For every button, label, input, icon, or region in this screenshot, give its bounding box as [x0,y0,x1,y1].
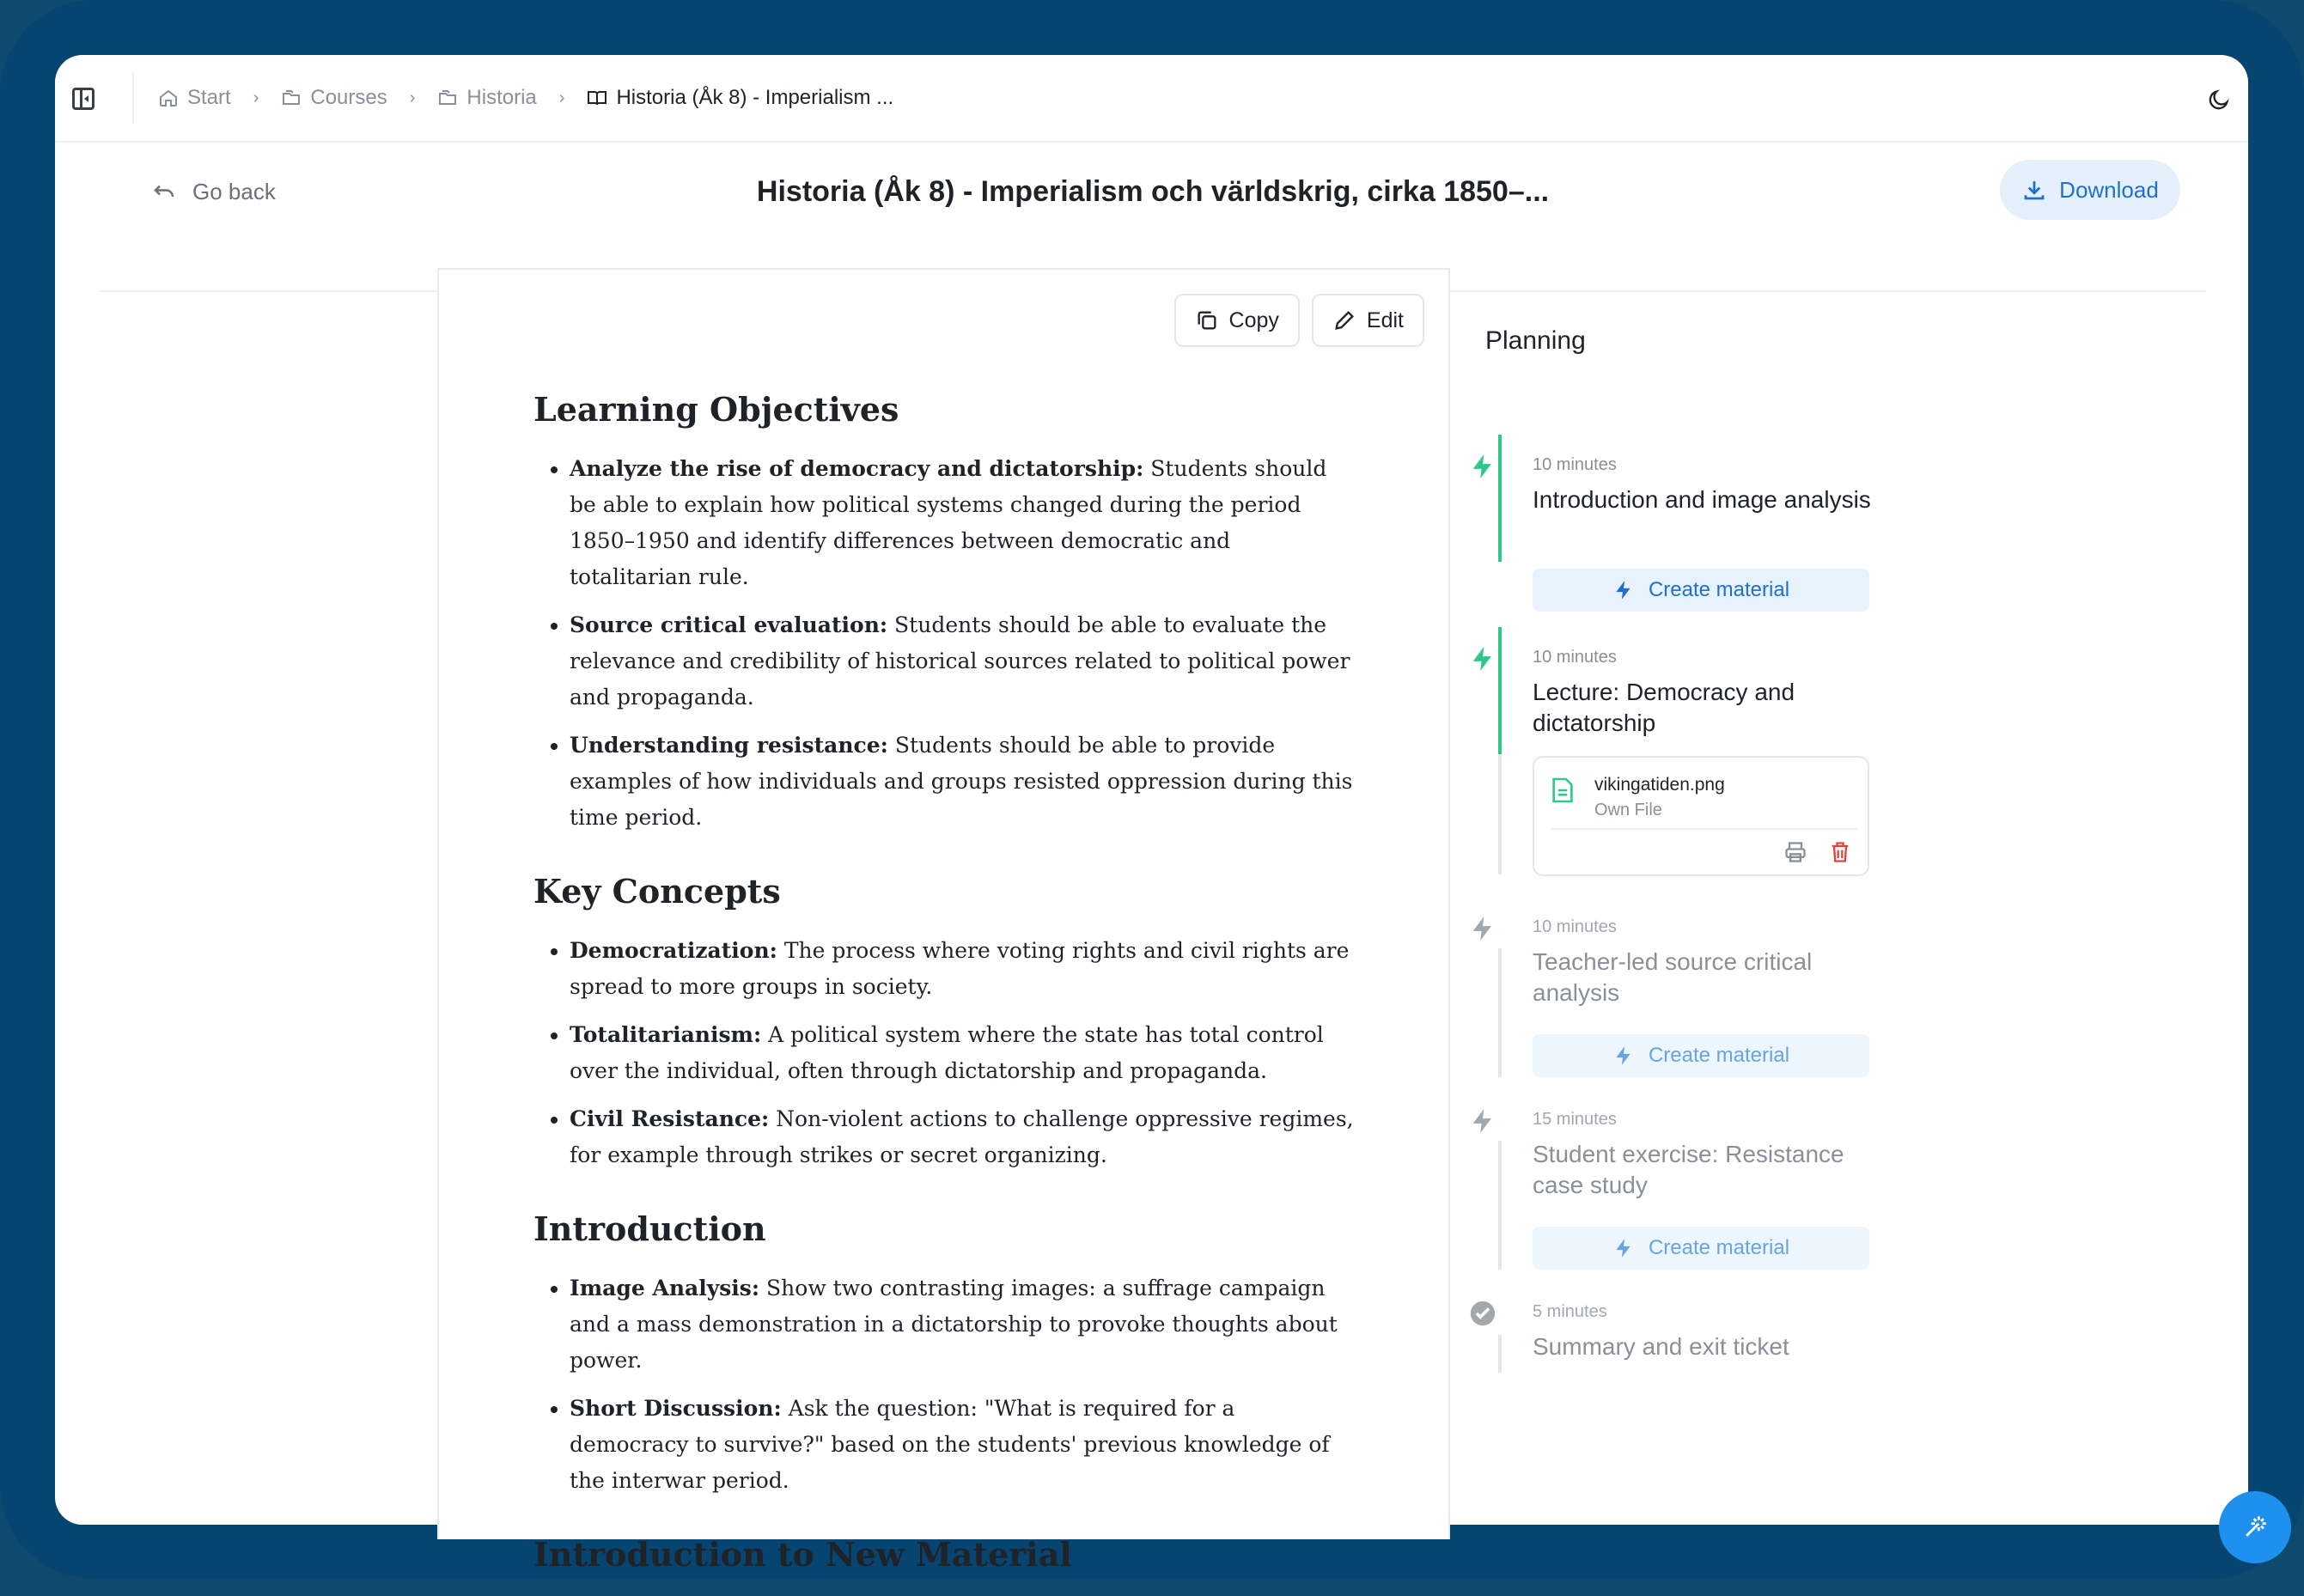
item-term: Civil Resistance: [570,1106,770,1131]
lightning-icon [1612,579,1635,601]
document-body [533,390,1358,1596]
item-text: Students should be able to provide examples of how individuals and groups resisted oppression during this time period. [570,733,1353,830]
breadcrumb-historia[interactable] [437,86,536,110]
list-item [570,728,1358,836]
step-title: Student exercise: Resistance case study [1533,1141,1844,1198]
timeline-connector [1498,1335,1502,1373]
timeline-connector [1498,435,1502,562]
lightning-icon [1468,452,1497,481]
folder-icon [281,88,302,108]
create-material-button[interactable] [1533,1227,1869,1270]
concepts-list [533,933,1358,1173]
document-actions [1174,294,1424,347]
item-term: Analyze the rise of democracy and dictatorship: [570,456,1144,481]
lightning-icon [1468,644,1497,673]
magic-assist-button[interactable] [2219,1491,2291,1563]
breadcrumb [158,55,893,141]
lightning-icon [1468,914,1497,943]
timeline-connector [1498,1141,1502,1270]
create-material-label: Create material [1648,1044,1790,1067]
step-title: Lecture: Democracy and dictatorship [1533,679,1795,736]
chevron-right-icon: › [558,88,565,107]
printer-icon[interactable] [1783,840,1807,864]
copy-icon [1195,308,1219,332]
step-title: Summary and exit ticket [1533,1333,1789,1360]
home-icon [158,88,179,108]
create-material-label: Create material [1648,578,1790,601]
download-label: Download [2059,176,2159,203]
breadcrumb-courses[interactable] [281,86,387,110]
create-material-button[interactable] [1533,1034,1869,1077]
lightning-icon [1468,1106,1497,1136]
attached-file-card[interactable] [1533,756,1869,876]
top-bar [55,55,2248,143]
list-item [570,1017,1358,1089]
step-title: Teacher-led source critical analysis [1533,948,1813,1006]
item-term: Source critical evaluation: [570,612,888,637]
file-name: vikingatiden.png [1594,775,1725,795]
breadcrumb-label: Historia [466,86,537,109]
item-term: Totalitarianism: [570,1022,762,1047]
divider [1551,828,1857,830]
breadcrumb-current[interactable] [587,86,893,110]
app-window [55,55,2248,1574]
list-item [570,607,1358,716]
timeline-connector [1498,948,1502,1077]
item-term: Understanding resistance: [570,733,888,758]
item-text: Non-violent actions to challenge oppressive regimes, for example through strikes or secret organizing. [570,1106,1354,1167]
item-text: Students should be able to evaluate the relevance and credibility of historical sources related to political power and propaganda. [570,612,1350,710]
section-heading: Learning Objectives [533,390,899,429]
section-heading: Introduction to New Material [533,1535,1072,1574]
step-duration: 10 minutes [1533,455,1617,474]
page-title: Historia (Åk 8) - Imperialism och världskrig, cirka 1850–... [756,175,1550,208]
item-text: Show two contrasting images: a suffrage campaign and a mass demonstration in a dictatorship to provoke thoughts about power. [570,1276,1338,1373]
list-item [570,933,1358,1005]
copy-button[interactable] [1174,294,1300,347]
breadcrumb-label: Start [187,86,231,109]
list-item [570,1270,1358,1379]
list-item [570,1101,1358,1173]
breadcrumb-label: Courses [310,86,387,109]
chevron-right-icon: › [253,88,259,107]
item-term: Democratization: [570,938,777,963]
edit-button[interactable] [1312,294,1424,347]
document-card [437,268,1450,1574]
copy-label: Copy [1228,308,1279,332]
step-duration: 10 minutes [1533,648,1617,667]
edit-label: Edit [1366,308,1404,332]
step-title: Introduction and image analysis [1533,486,1871,513]
item-text: Students should be able to explain how political systems changed during the period 1850–1950 and identify differences between democratic and totalitarian rule. [570,456,1327,589]
item-term: Image Analysis: [570,1276,760,1301]
check-circle-icon [1468,1299,1497,1328]
planning-title: Planning [1485,326,1586,355]
create-material-label: Create material [1648,1236,1790,1259]
moon-icon[interactable] [2207,88,2231,112]
go-back-label: Go back [192,179,276,204]
download-button[interactable] [2000,160,2180,220]
section-heading: Introduction [533,1209,766,1248]
folder-icon [437,88,458,108]
chevron-right-icon: › [409,88,416,107]
item-text: A political system where the state has total control over the individual, often through dictatorship and propaganda. [570,1022,1324,1083]
item-text: The process where voting rights and civil rights are spread to more groups in society. [570,938,1350,999]
breadcrumb-start[interactable] [158,86,231,110]
list-item [570,451,1358,595]
sidebar-toggle-icon[interactable] [72,88,94,110]
timeline-connector [1498,627,1502,754]
create-material-button[interactable] [1533,569,1869,612]
pencil-icon [1332,308,1356,332]
lightning-icon [1612,1237,1635,1259]
step-duration: 15 minutes [1533,1110,1617,1129]
objectives-list [533,451,1358,836]
item-text: Ask the question: "What is required for a democracy to survive?" based on the students' previous knowledge of the interwar period. [570,1396,1330,1493]
step-duration: 10 minutes [1533,917,1617,936]
introduction-list [533,1270,1358,1499]
book-icon [587,88,607,108]
list-item [570,1391,1358,1499]
divider [132,72,134,124]
magic-wand-icon [2240,1513,2270,1542]
section-heading: Key Concepts [533,872,781,911]
download-icon [2021,177,2047,203]
file-icon [1551,777,1574,804]
file-source: Own File [1594,801,1662,819]
item-term: Short Discussion: [570,1396,782,1421]
step-duration: 5 minutes [1533,1302,1607,1321]
lightning-icon [1612,1045,1635,1067]
timeline-connector [1498,754,1502,874]
breadcrumb-label: Historia (Åk 8) - Imperialism ... [616,86,894,109]
trash-icon[interactable] [1828,840,1852,864]
